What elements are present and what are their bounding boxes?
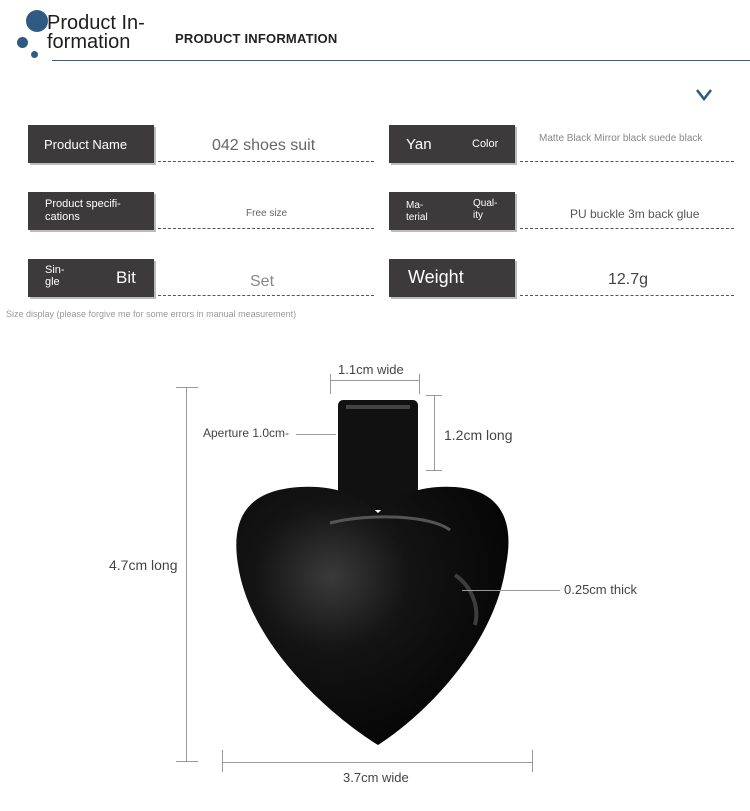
total-width-tick-left bbox=[222, 750, 223, 772]
chevron-down-icon[interactable] bbox=[694, 86, 714, 102]
material-value: PU buckle 3m back glue bbox=[570, 207, 700, 221]
weight-label: Weight bbox=[389, 259, 515, 297]
thickness-label: 0.25cm thick bbox=[564, 582, 637, 597]
thickness-leader bbox=[462, 590, 560, 591]
material-label: Ma-terial Qual-ity bbox=[389, 192, 515, 230]
top-width-label: 1.1cm wide bbox=[338, 362, 404, 377]
unit-value: Set bbox=[250, 273, 275, 290]
tab-length-tick-bottom bbox=[426, 470, 442, 471]
color-underline bbox=[520, 161, 734, 162]
color-label: Yan Color bbox=[389, 125, 515, 163]
total-width-label: 3.7cm wide bbox=[343, 770, 409, 785]
product-name-underline bbox=[158, 161, 374, 162]
total-length-tick-top bbox=[176, 387, 198, 388]
measurement-note: Size display (please forgive me for some errors in manual measurement) bbox=[6, 309, 297, 319]
product-specifications-value: Free size bbox=[246, 208, 288, 219]
aperture-label: Aperture 1.0cm- bbox=[203, 426, 290, 440]
aperture-leader bbox=[296, 434, 336, 435]
tab-length-label: 1.2cm long bbox=[444, 427, 513, 443]
tab-length-tick-top bbox=[426, 395, 442, 396]
total-width-line bbox=[222, 762, 533, 763]
top-width-line bbox=[330, 380, 420, 381]
header-divider bbox=[52, 60, 750, 61]
color-value: Matte Black Mirror black suede black bbox=[539, 133, 703, 144]
weight-value: 12.7g bbox=[608, 271, 649, 288]
total-length-line bbox=[186, 387, 187, 762]
total-length-tick-bottom bbox=[176, 761, 198, 762]
top-width-tick-right bbox=[419, 374, 420, 394]
top-width-tick-left bbox=[330, 374, 331, 394]
material-underline bbox=[520, 228, 734, 229]
total-width-tick-right bbox=[532, 750, 533, 772]
product-name-label: Product Name bbox=[28, 125, 154, 163]
section-subtitle: PRODUCT INFORMATION bbox=[175, 31, 338, 46]
unit-label: Sin-gle Bit bbox=[28, 259, 154, 297]
heart-buckle-image bbox=[230, 395, 520, 755]
logo-dot-small bbox=[31, 51, 38, 58]
logo-dot-medium bbox=[17, 37, 28, 48]
unit-underline bbox=[158, 295, 374, 296]
tab-length-line bbox=[434, 395, 435, 471]
total-length-label: 4.7cm long bbox=[109, 557, 178, 573]
product-name-value: 042 shoes suit bbox=[212, 137, 316, 154]
product-specifications-label: Product specifi-cations bbox=[28, 192, 154, 230]
brand-title-line2: formation bbox=[47, 31, 131, 53]
logo-dot-large bbox=[26, 10, 48, 32]
product-specifications-underline bbox=[158, 228, 374, 229]
weight-underline bbox=[520, 295, 734, 296]
brand-title-line1: Product In- bbox=[47, 12, 145, 34]
brand-title bbox=[47, 14, 145, 52]
